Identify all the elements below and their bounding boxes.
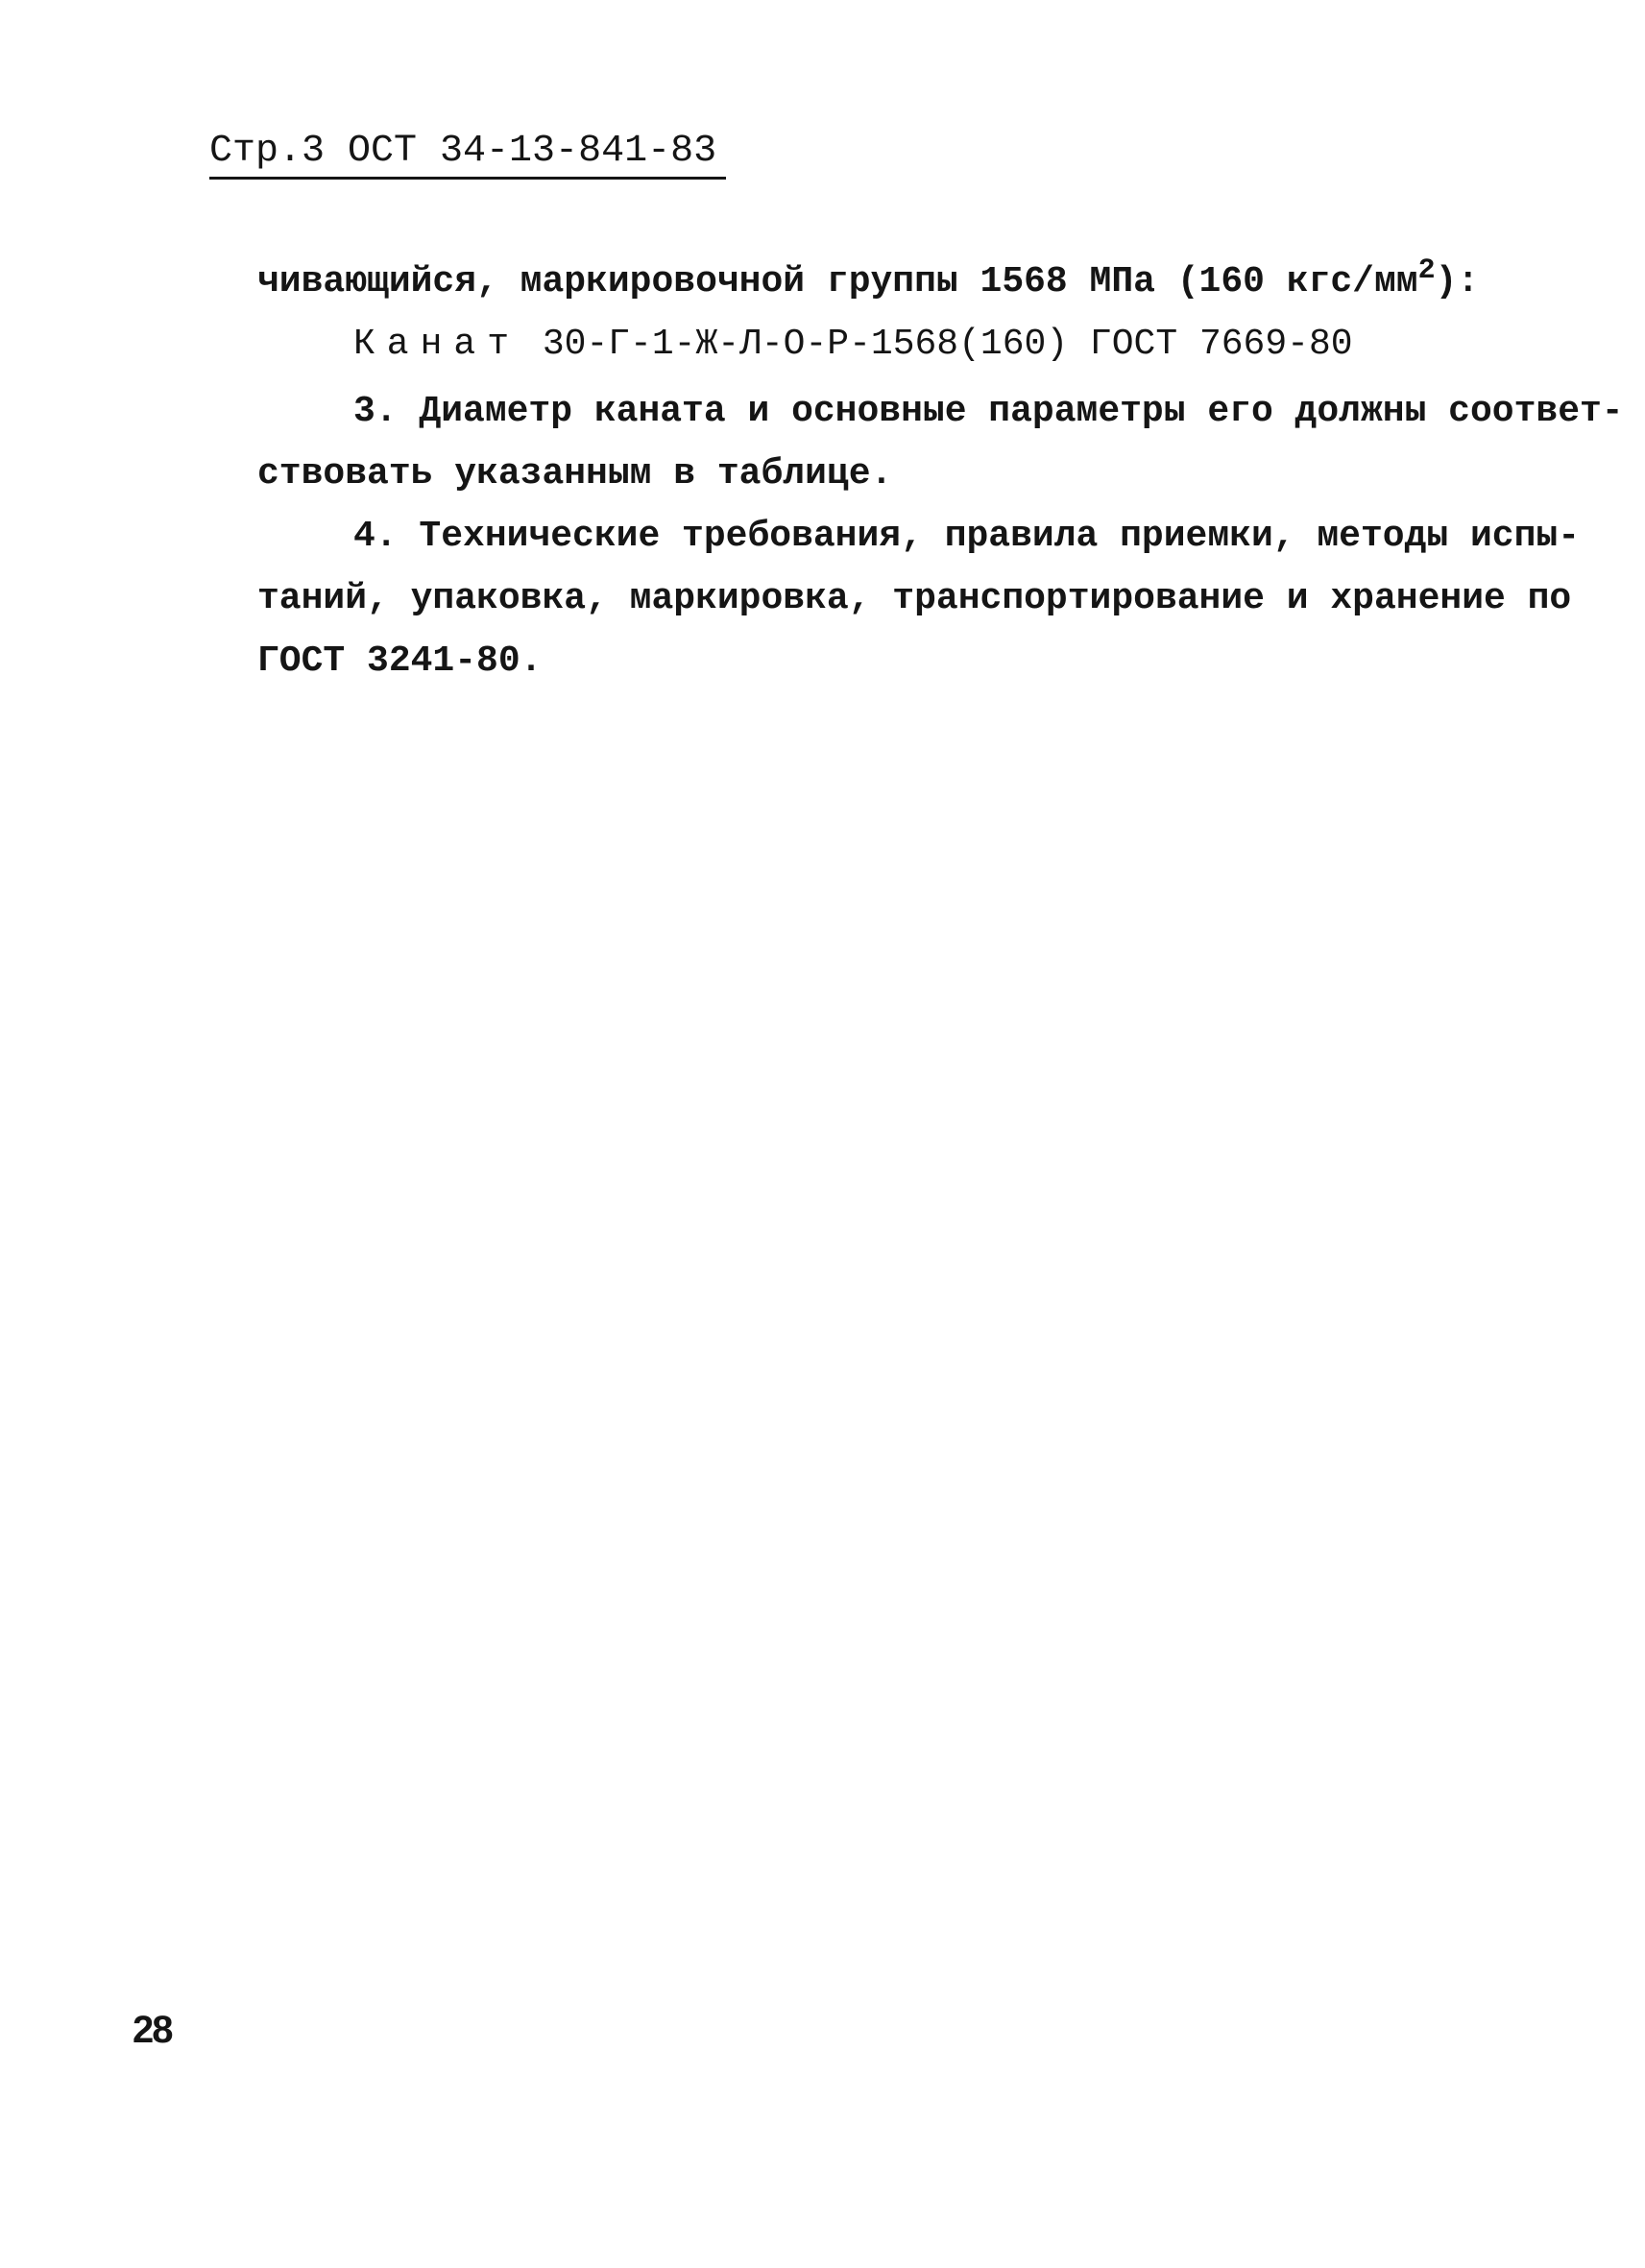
text-line-5: 4. Технические требования, правила приемки, методы испы- <box>353 516 1581 557</box>
text-line-2 <box>353 326 1353 363</box>
text-line-1 <box>257 254 1480 302</box>
line1-end: ): <box>1435 261 1480 302</box>
text-line-7: ГОСТ 3241-80. <box>257 640 543 682</box>
page-number: 28 <box>133 2009 172 2051</box>
line1-superscript: 2 <box>1417 254 1436 287</box>
text-line-4: ствовать указанным в таблице. <box>257 453 893 495</box>
line2-designation: 30-Г-1-Ж-Л-О-Р-1568(160) ГОСТ 7669-80 <box>520 324 1353 365</box>
header-text: Стр.3 ОСТ 34-13-841-83 <box>209 130 717 173</box>
text-line-6: таний, упаковка, маркировка, транспортирование и хранение по <box>257 578 1572 619</box>
page-header <box>209 130 726 180</box>
text-line-3: 3. Диаметр каната и основные параметры его должны соответ- <box>353 391 1624 432</box>
line2-spaced-word: Канат <box>353 324 521 365</box>
line1-main: чивающийся, маркировочной группы 1568 МПа (160 кгс/мм <box>257 261 1418 302</box>
